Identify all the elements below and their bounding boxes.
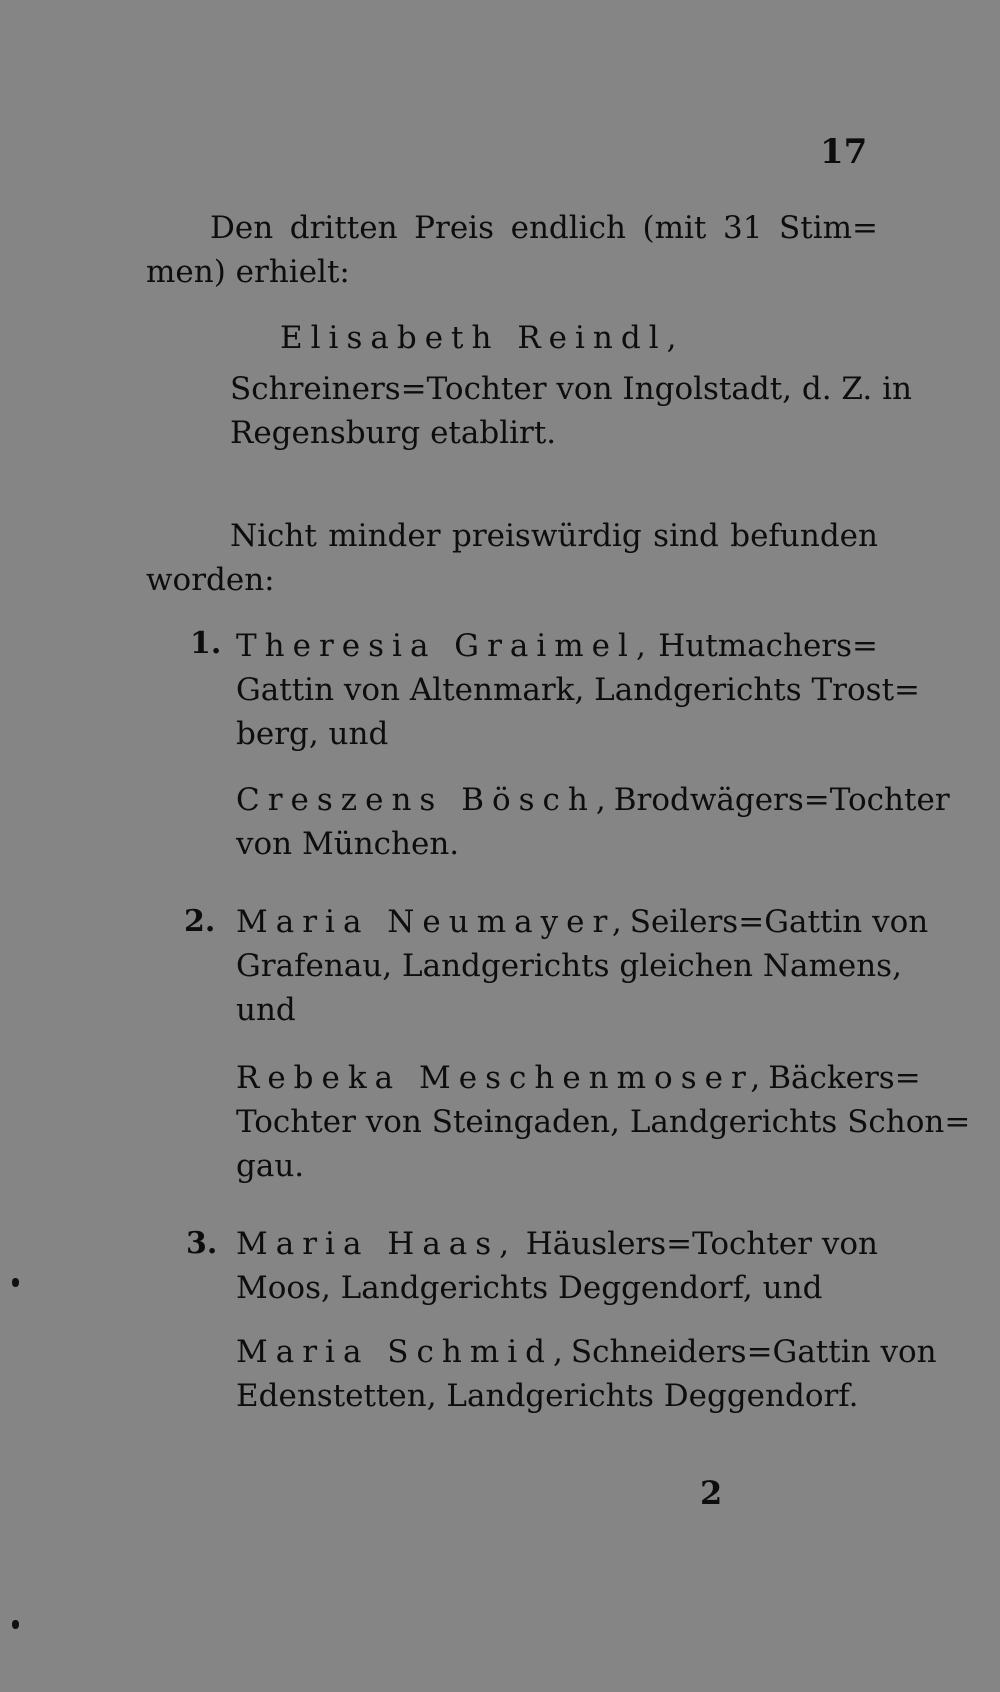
list-1-entry-a-line-1 — [236, 624, 878, 668]
signature-mark: 2 — [700, 1474, 723, 1512]
honorable-line-1: Nicht minder preiswürdig sind befunden — [230, 518, 878, 554]
list-3-entry-a-name: Maria Haas, — [236, 1226, 518, 1262]
list-3-entry-b-line-2: Edenstetten, Landgerichts Deggendorf. — [236, 1378, 859, 1414]
list-2-entry-b-line-3: gau. — [236, 1148, 305, 1184]
list-3-entry-a-line-1 — [236, 1222, 878, 1266]
third-prize-winner-desc-2: Regensburg etablirt. — [230, 415, 557, 451]
list-2-entry-b-name: Rebeka Meschenmoser, — [236, 1060, 769, 1096]
page-number: 17 — [820, 132, 868, 172]
list-1-entry-a-name: Theresia Graimel, — [236, 628, 654, 664]
list-1-entry-a-line-3: berg, und — [236, 716, 389, 752]
list-1-entry-b-rest: Brodwägers=Tochter — [613, 782, 950, 818]
list-2-entry-b-rest: Bäckers= — [768, 1060, 921, 1096]
honorable-line-2: worden: — [146, 562, 275, 598]
list-3-entry-b-name: Maria Schmid, — [236, 1334, 571, 1370]
list-2-entry-a-rest: Seilers=Gattin von — [629, 904, 929, 940]
list-3-entry-b-line-1 — [236, 1330, 937, 1374]
list-3-entry-a-line-2: Moos, Landgerichts Deggendorf, und — [236, 1270, 823, 1306]
third-prize-line-2: men) erhielt: — [146, 254, 350, 290]
third-prize-winner-desc-1: Schreiners=Tochter von Ingolstadt, d. Z. in — [230, 371, 913, 407]
list-2-entry-b-line-1 — [236, 1056, 921, 1100]
list-1-entry-b-line-2: von München. — [236, 826, 460, 862]
list-1-entry-a-rest: Hutmachers= — [658, 628, 878, 664]
list-2-entry-a-line-3: und — [236, 992, 296, 1028]
list-number-3: 3. — [186, 1226, 218, 1261]
ink-speck — [12, 1620, 19, 1629]
list-3-entry-a-rest: Häuslers=Tochter von — [525, 1226, 878, 1262]
third-prize-winner-name: Elisabeth Reindl, — [280, 320, 685, 356]
ink-speck — [12, 1278, 19, 1287]
list-2-entry-a-line-2: Grafenau, Landgerichts gleichen Namens, — [236, 948, 902, 984]
list-1-entry-b-name: Creszens Bösch, — [236, 782, 614, 818]
list-number-2: 2. — [184, 904, 216, 939]
list-1-entry-b-line-1 — [236, 778, 950, 822]
list-2-entry-a-name: Maria Neumayer, — [236, 904, 630, 940]
list-3-entry-b-rest: Schneiders=Gattin von — [570, 1334, 937, 1370]
list-2-entry-b-line-2: Tochter von Steingaden, Landgerichts Schon= — [236, 1104, 971, 1140]
third-prize-line-1: Den dritten Preis endlich (mit 31 Stim= — [210, 210, 878, 246]
list-1-entry-a-line-2: Gattin von Altenmark, Landgerichts Trost= — [236, 672, 920, 708]
list-2-entry-a-line-1 — [236, 900, 929, 944]
list-number-1: 1. — [190, 626, 222, 661]
